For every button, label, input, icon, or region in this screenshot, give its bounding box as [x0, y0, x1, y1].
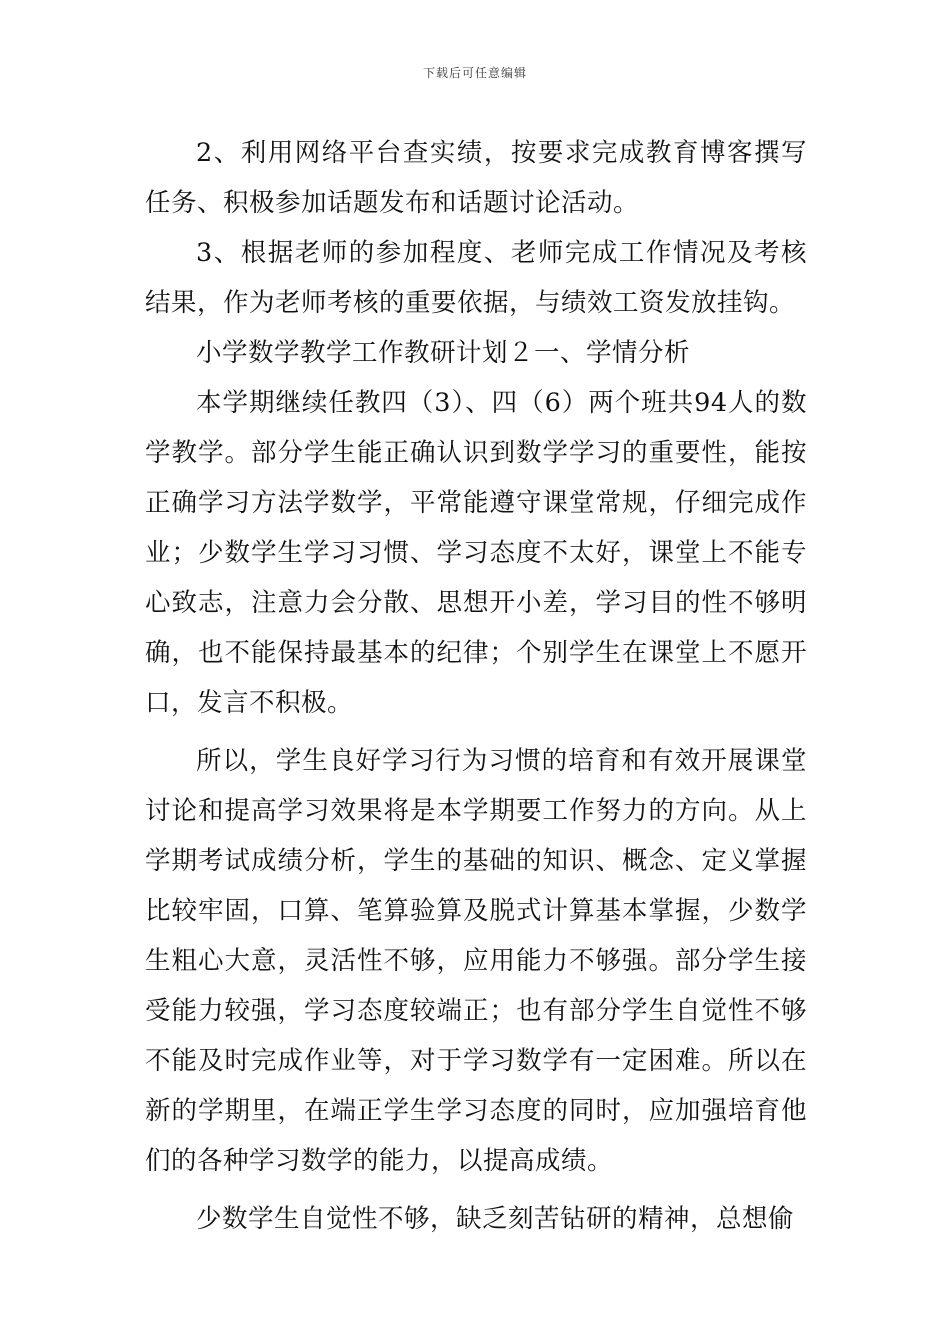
document-body — [145, 128, 807, 1244]
paragraph-learning-habits: 所以，学生良好学习行为习惯的培育和有效开展课堂讨论和提高学习效果将是本学期要工作努力的方向。从上学期考试成绩分析，学生的基础的知识、概念、定义掌握比较牢固，口算、笔算验算及脱式计算基本掌握，少数学生粗心大意，灵活性不够，应用能力不够强。部分学生接受能力较强，学习态度较端正；也有部分学生自觉性不够不能及时完成作业等，对于学习数学有一定困难。所以在新的学期里，在端正学生学习态度的同时，应加强培育他们的各种学习数学的能力，以提高成绩。 — [145, 746, 807, 1176]
paragraph-student-analysis: 本学期继续任教四（3）、四（6）两个班共94人的数学教学。部分学生能正确认识到数学学习的重要性，能按正确学习方法学数学，平常能遵守课堂常规，仔细完成作业；少数学生学习习惯、学习态度不太好，课堂上不能专心致志，注意力会分散、思想开小差，学习目的性不够明确，也不能保持最基本的纪律；个别学生在课堂上不愿开口，发言不积极。 — [145, 388, 807, 718]
paragraph-self-discipline: 少数学生自觉性不够，缺乏刻苦钻研的精神，总想偷 — [196, 1204, 795, 1234]
paragraph-item-2: 2、利用网络平台查实绩，按要求完成教育博客撰写任务、积极参加话题发布和话题讨论活动。 — [145, 138, 807, 218]
page-header: 下载后可任意编辑 — [422, 66, 527, 80]
paragraph-item-3: 3、根据老师的参加程度、老师完成工作情况及考核结果，作为老师考核的重要依据，与绩效工资发放挂钩。 — [145, 238, 807, 318]
section-heading: 小学数学教学工作教研计划２一、学情分析 — [196, 338, 691, 368]
